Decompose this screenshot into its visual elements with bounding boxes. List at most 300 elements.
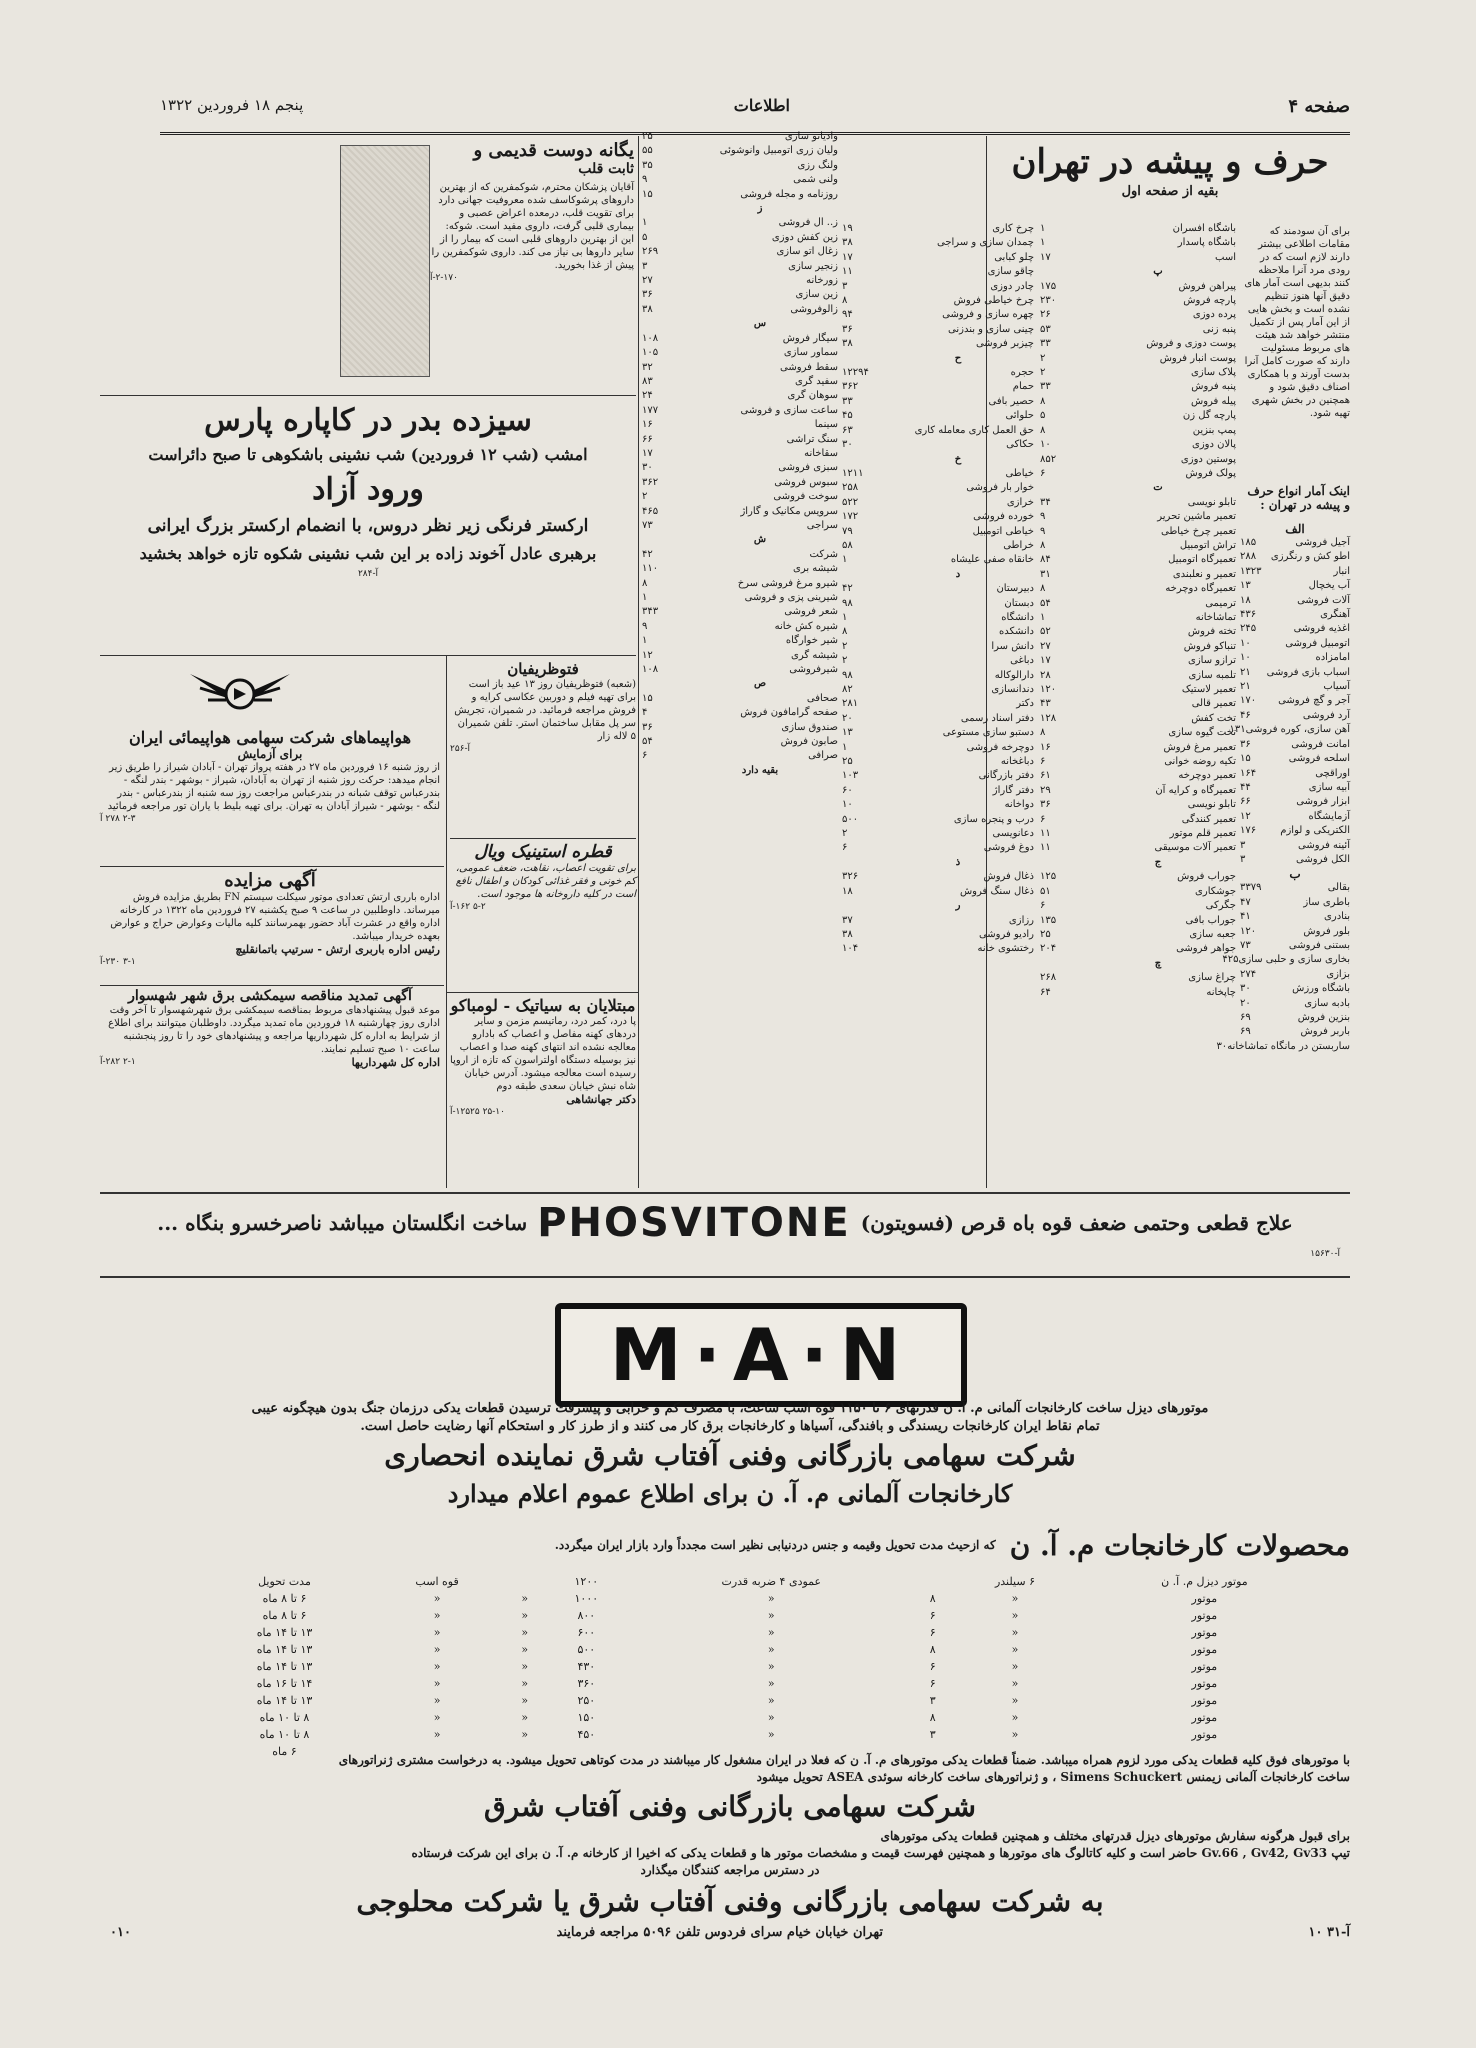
trade-name: شیشه گری [791, 649, 838, 661]
trade-count [916, 899, 956, 913]
trade-count: ۱۳۱ [1229, 724, 1246, 736]
section-rule [100, 655, 636, 656]
trade-list-item [642, 620, 838, 634]
trade-name: الکل فروشی [1296, 853, 1350, 865]
trade-count: ۴۲ [842, 583, 853, 595]
trade-list-item [1222, 953, 1350, 967]
man-products-row [110, 1520, 1350, 1570]
trade-name: بستنی فروشی [1288, 939, 1350, 951]
engine-table-header-cell: موتور دیزل م. آ. ن [1161, 1575, 1248, 1588]
trade-name: سرویس مکانیک و گاراژ [740, 505, 838, 517]
photography-ad [450, 660, 636, 835]
trade-list-item [842, 308, 1034, 322]
trade-name: زین سازی [795, 289, 838, 301]
trade-name: چاپخانه [1206, 986, 1236, 998]
trade-name: س [753, 318, 767, 330]
trade-list-item [1240, 694, 1350, 708]
engine-table-row [200, 1641, 1330, 1658]
trade-list-item [842, 539, 1034, 553]
man-note4: تیپ Gv.66 , Gv42, Gv33 حاضر است و کلیه کاتالوگ های موتورها و همچنین فهرست قیمت و مشخصات موتور ها و قطعات یدکی که اخیرا از کارخانه م. آ. ن برای این شرکت فرستاده [411, 1846, 1350, 1860]
trade-count: ۹ [1040, 511, 1046, 523]
trade-list-item [1040, 611, 1236, 625]
trade-count: ۱۳ [842, 727, 853, 739]
masthead-strip [160, 92, 1350, 135]
paper-name: اطلاعات [733, 96, 790, 115]
tender-ref: ۲-۱ ۲۸۲-آ [100, 1057, 136, 1067]
trade-name: باشگاه افسران [1172, 223, 1236, 234]
trade-count: ۸ [642, 577, 648, 589]
trade-list-item [842, 741, 1034, 755]
trade-list-item [842, 697, 1034, 711]
trade-name: آب یخچال [1308, 580, 1350, 592]
trade-list-item [642, 562, 838, 576]
trade-name: ذغال سنگ فروش [959, 885, 1034, 897]
engine-table-cell: « [433, 1677, 441, 1690]
trade-name: سقط فروشی [780, 361, 838, 373]
trade-name: آبیه سازی [1308, 781, 1350, 793]
engine-table-cell: « [521, 1592, 529, 1605]
trade-count: ۴۲۵ [1222, 954, 1239, 966]
trade-name: دوچرخه فروشی [966, 741, 1034, 753]
trade-list-item [1229, 723, 1350, 737]
trade-name: صابون فروش [780, 736, 838, 748]
hiraf-headline [990, 140, 1350, 210]
trade-count: ۸۳ [642, 375, 653, 387]
trade-name: تخت گیوه سازی [1168, 727, 1236, 739]
trade-count: ۱۷ [1040, 655, 1051, 667]
trade-name: دستبو سازی مستوعی [942, 727, 1034, 739]
trade-list-item [1240, 939, 1350, 953]
trade-count [915, 352, 955, 366]
trade-count: ۳۷ [842, 914, 853, 926]
trade-count: ۲۹ [1040, 784, 1051, 796]
trade-name: دواخانه [1004, 799, 1034, 811]
trade-list-item [642, 418, 838, 432]
trade-name: شیرینی پزی و فروشی [744, 592, 838, 603]
trade-name: دانش سرا [991, 640, 1034, 652]
trade-name: تعمیر چرخ خیاطی [1161, 525, 1236, 537]
trade-list-item [1240, 752, 1350, 766]
trade-name: چرخ کاری [992, 223, 1034, 234]
trade-name: ساربستن در مانگاه تماشاخانه [1227, 1040, 1350, 1052]
trade-name: بزازی [1326, 968, 1350, 980]
trade-count: ۸۵۲ [1040, 453, 1057, 465]
trade-count [714, 677, 754, 691]
stinick-ref: ۵-۲ ۱۶۲-آ [450, 902, 486, 912]
trade-count: ۶ [1040, 467, 1046, 479]
trade-list-item [842, 899, 1034, 913]
trade-list-item [842, 525, 1034, 539]
auction-ref: ۳-۱ ۲۳۰-آ [100, 957, 136, 967]
engine-table-cell: ۱۴ تا ۱۶ ماه [256, 1677, 313, 1690]
trade-count: ۳۶ [842, 323, 853, 335]
trade-count: ۳۶ [1240, 738, 1251, 750]
trade-count: ۲ [1040, 367, 1046, 379]
trade-list-item [642, 735, 838, 749]
trade-name: سینما [814, 419, 838, 431]
trade-count: ۲۸۱ [842, 698, 859, 710]
sciatica-title: مبتلایان به سیاتیک - لومباکو [450, 996, 636, 1015]
trade-name: آرد فروشی [1302, 709, 1350, 721]
trade-count: ۴۶ [1240, 709, 1251, 721]
trade-name: پارچه فروش [1183, 295, 1236, 307]
man-line3: کارخانجات آلمانی م. آ. ن برای اطلاع عموم اعلام میدارد [447, 1479, 1013, 1508]
engine-table-cell: « [433, 1592, 441, 1605]
engine-table-header-cell: قوه اسب [415, 1575, 459, 1588]
trade-count: ۳ [642, 260, 648, 272]
trade-count: ۱ [1040, 237, 1046, 249]
trade-list-item [1040, 380, 1236, 394]
engine-table-header-cell: ۶ سیلندر [994, 1575, 1035, 1588]
trade-count: ۱۰۸ [642, 664, 659, 676]
man-company: شرکت سهامی بازرگانی وفنی آفتاب شرق نماینده انحصاری [384, 1439, 1076, 1472]
airline-title: هواپیماهای شرکت سهامی هواپیمائی ایران [128, 728, 412, 747]
trade-name: تعمیر دوچرخه [1178, 770, 1236, 782]
trade-list-item [642, 706, 838, 720]
trade-name: دفتر بازرگانی [978, 770, 1034, 782]
engine-table-cell: ۸ [929, 1643, 936, 1656]
trade-list-item [842, 251, 1034, 265]
airline-wings-icon [180, 660, 300, 728]
trade-count: ۳ [1240, 853, 1246, 865]
engine-table-header-cell: مدت تحویل [258, 1575, 311, 1588]
trade-name: اتومبیل فروشی [1285, 637, 1350, 649]
engine-table-cell: ۶ تا ۸ ماه [262, 1609, 307, 1622]
trade-list-item [842, 352, 1034, 366]
trade-list-item [642, 361, 838, 375]
trade-list-item [642, 749, 838, 763]
trade-count: ۸ [842, 626, 848, 638]
trade-name: رادیو فروشی [978, 928, 1034, 940]
trade-list-item [1040, 525, 1236, 539]
trade-list-item [1040, 654, 1236, 668]
trade-name: چ [1154, 957, 1162, 969]
trade-list-item [1040, 885, 1236, 899]
trade-list-item [842, 625, 1034, 639]
trade-count: ۱۸ [1240, 594, 1251, 606]
trade-count: ۳۴۳ [642, 606, 659, 618]
trade-list-item [1040, 222, 1236, 236]
trade-list-item [1240, 1011, 1350, 1025]
trade-list-item [1240, 637, 1350, 651]
trade-list-item [842, 640, 1034, 654]
trade-name: باشگاه ورزش [1292, 983, 1350, 995]
trade-name: آجر و گچ فروشی [1278, 695, 1350, 707]
trade-name: چیزبر فروشی [975, 338, 1034, 350]
trade-name: پارچه گل زن [1182, 410, 1236, 422]
trade-list-item [642, 476, 838, 490]
stinick-body: برای تقویت اعصاب، نقاهت، ضعف عمومی، کم خونی و فقر غذائی کودکان و اطفال نافع است در کلیه داروخانه ها موجود است. [455, 863, 636, 900]
column-rule [638, 136, 639, 1188]
trade-count: ۱۰ [1240, 652, 1251, 664]
tender-ad [100, 988, 440, 1108]
trade-count: ۱۱۰ [642, 563, 659, 575]
trade-list-item [1040, 928, 1236, 942]
engine-table-cell: ۱۳ تا ۱۴ ماه [256, 1626, 313, 1639]
trade-list-item [642, 404, 838, 418]
engine-table-cell: « [767, 1626, 775, 1639]
auction-ad [100, 870, 440, 980]
trade-count: ۹ [1040, 525, 1046, 537]
trade-name: خوار بار فروشی [966, 482, 1034, 494]
trade-name: دباغخانه [1000, 756, 1034, 768]
engine-table-cell: ۳ [929, 1728, 936, 1741]
trade-count: ۱۷۶ [1240, 825, 1257, 837]
trade-name: تابلو نویسی [1187, 799, 1236, 811]
airline-ad [100, 728, 440, 863]
trade-count: ۸ [1040, 583, 1046, 595]
man-products-sub: که ازحیث مدت تحویل وقیمه و جنس دردنیابی نظیر است مجدداً وارد بازار ایران میگردد. [554, 1538, 996, 1552]
trade-count: ۳۰ [642, 462, 653, 474]
engine-table-cell: « [1011, 1626, 1019, 1639]
man-address: تهران خیابان خیام سرای فردوس تلفن ۵۰۹۶ مراجعه فرمایند [556, 1925, 883, 1940]
trade-list-item [842, 813, 1034, 827]
trade-name: شیرو مرغ فروشی سرخ [737, 577, 838, 589]
engine-table-cell: ۸ [929, 1711, 936, 1724]
engine-table-cell: ۱۵۰ [577, 1711, 596, 1724]
trade-count: ۳۵ [642, 159, 653, 171]
trade-count: ۹۴ [842, 309, 853, 321]
trade-name: خیاطی اتومبیل [972, 525, 1034, 537]
trade-count: ۱۵ [642, 188, 653, 200]
trade-name: پلاک سازی [1191, 367, 1236, 379]
trade-name: صحافی [806, 692, 838, 704]
trade-name: سبوس فروشی [774, 476, 838, 488]
engine-table-cell: « [767, 1711, 775, 1724]
trade-name: الکتریکی و لوازم [1280, 825, 1350, 837]
trade-list-item [1240, 579, 1350, 593]
trade-count: ۳۰ [1216, 1040, 1228, 1052]
trade-name: چینی سازی و بندزنی [948, 323, 1034, 335]
engine-table-cell: « [1011, 1677, 1019, 1690]
section-rule [450, 838, 636, 839]
hiraf-title: حرف و پیشه در تهران [1011, 142, 1329, 182]
engine-table-cell: موتور [1191, 1694, 1218, 1707]
trade-count: ۳۶۲ [642, 476, 659, 488]
trade-name: زغال اتو سازی [776, 246, 838, 258]
trade-count: ۱۰ [1040, 439, 1051, 451]
trade-count: ۲ [842, 640, 848, 652]
trade-count: ۱۱ [1040, 828, 1051, 840]
trade-list-item [642, 288, 838, 302]
trade-count: ۸ [1040, 539, 1046, 551]
trade-list-item [1040, 769, 1236, 783]
engine-table-cell: موتور [1191, 1711, 1218, 1724]
yegane-title: یگانه دوست قدیمی و [473, 140, 634, 161]
trade-list-item [1040, 294, 1236, 308]
trade-name: د [955, 568, 961, 580]
section-rule [446, 992, 638, 993]
trade-count: ۴۳۶ [1240, 609, 1257, 621]
engine-table-cell: « [767, 1643, 775, 1656]
trade-list-e [642, 130, 838, 778]
man-line1: موتورهای دیزل ساخت کارخانجات آلمانی م. آ. ن قدرتهای ۶ تا ۱۱۵۰ قوه اسب ساعت، با مصرف کم و خرابی و پیشرفت ترسیدن قطعات یدکی درزمان جنگ بدون هیچگونه عیبی [251, 1401, 1209, 1416]
trade-count: ۱۶ [642, 419, 653, 431]
page-number: صفحه ۴ [1288, 96, 1350, 117]
trade-count: ۲۰ [842, 712, 853, 724]
trade-count: ۲۴ [642, 390, 653, 402]
sizdeh-line4: برهبری عادل آخوند زاده بر این شب نشینی شکوه تازه خواهد بخشید [139, 544, 597, 563]
trade-name: دکتر [1016, 698, 1034, 710]
trade-list-item [1240, 896, 1350, 910]
trade-count: ۱۶ [1040, 741, 1051, 753]
trade-count: ۲ [1040, 352, 1046, 364]
engine-table-cell: « [767, 1694, 775, 1707]
trade-list-item [1240, 738, 1350, 752]
engine-table-cell: « [767, 1728, 775, 1741]
trade-list-item [642, 202, 838, 216]
trade-list-item [1040, 712, 1236, 726]
trade-count: ۵۲ [1040, 626, 1051, 638]
engine-table-row [200, 1658, 1330, 1675]
trade-name: دبیرستان [996, 583, 1034, 595]
trade-name: دانشگاه [1001, 611, 1034, 623]
trade-count: ۳۶ [642, 289, 653, 301]
trade-count: ۳۳۷۹ [1240, 882, 1262, 894]
man-company2: شرکت سهامی بازرگانی وفنی آفتاب شرق [484, 1790, 976, 1823]
trade-list-item [642, 764, 838, 778]
trade-count: ۱ [842, 741, 848, 753]
trade-count: ۵۱ [1040, 885, 1051, 897]
trade-count: ۱ [642, 217, 648, 229]
trade-name: پوست انبار فروش [1159, 352, 1236, 364]
trade-name: دارالوکاله [994, 669, 1034, 681]
trade-list-item [1040, 582, 1236, 596]
trade-count: ۳ [842, 280, 848, 292]
trade-name: ش [753, 534, 767, 546]
engine-table-row [200, 1607, 1330, 1624]
trade-name: تراش اتومبیل [1179, 539, 1236, 551]
trade-list-item [1040, 352, 1236, 366]
engine-table-cell: « [433, 1660, 441, 1673]
trade-list-item [642, 159, 838, 173]
trade-list-item [642, 130, 838, 144]
trade-name: بخاری سازی و حلبی سازی [1238, 954, 1350, 966]
engine-table-cell: « [521, 1677, 529, 1690]
trade-count: ۱۲۵ [1040, 871, 1057, 883]
trade-count: ۱ [842, 611, 848, 623]
trade-name: امانت فروشی [1291, 738, 1350, 750]
sciatica-sign: دکتر جهانشاهی [566, 1093, 636, 1106]
trade-list-item [642, 346, 838, 360]
trade-list-item [842, 611, 1034, 625]
trade-count: ۱۸۵ [1240, 537, 1257, 548]
trade-list-item [1240, 709, 1350, 723]
trade-name: تعمیرگاه و کرایه آن [1155, 784, 1236, 796]
trade-list-item [1040, 280, 1236, 294]
trade-name: جعبه سازی [1189, 928, 1236, 940]
trade-name: دباغی [1010, 655, 1034, 667]
trade-list-item [1040, 957, 1236, 971]
trade-name: سفید گری [795, 375, 838, 387]
engine-table-cell: « [767, 1592, 775, 1605]
trade-name: خ [954, 453, 962, 465]
trade-name: تخت کفش [1191, 712, 1236, 724]
man-note5: در دسترس مراجعه کنندگان میگذارد [640, 1863, 820, 1877]
trade-count: ۴۳ [1040, 698, 1051, 710]
trade-name: حکاکی [1006, 439, 1034, 451]
airline-body: از روز شنبه ۱۶ فروردین ماه ۲۷ در هفته پرواز تهران - آبادان شیراز را طریق زیر انجام میدهد: حرکت روز شنبه از تهران به آبادان، شیراز - بوشهر - بندر لنگه - بندرعباس توقف شبانه در بندرعباس مراجعت روز سه شنبه از بندرعباس - بندر لنگه - بوشهر - شیراز آبادان به تهران. برای تهیه بلیط با یاران تور مراجعه فرمائید [107, 762, 440, 812]
trade-count: ۱۷ [1040, 251, 1051, 263]
trade-count [1115, 856, 1155, 870]
trade-name: خانقاه صفی علیشاه [950, 554, 1034, 566]
trade-count: ۶۰ [842, 784, 853, 796]
trade-list-item [842, 654, 1034, 668]
trade-name: سقاخانه [804, 447, 838, 459]
trade-count: ۱۷۵ [1040, 280, 1057, 292]
trade-count: ۱۳۵ [1040, 914, 1057, 926]
column-rule [446, 656, 447, 1188]
engine-table-cell: « [1011, 1711, 1019, 1724]
trade-count: ۴۵ [842, 410, 853, 422]
trade-name: ولیان زری اتومبیل وانوشوئی [719, 145, 838, 157]
trade-name: باطری ساز [1303, 896, 1350, 908]
trade-count: ۲۴۵ [1240, 623, 1257, 635]
engine-table-cell: « [521, 1643, 529, 1656]
trade-list-item [1240, 968, 1350, 982]
trade-count: ۶۱ [1040, 770, 1051, 782]
engine-table-cell: « [767, 1660, 775, 1673]
engine-table-cell: ۱۳ تا ۱۴ ماه [256, 1660, 313, 1673]
engine-table-cell: « [1011, 1728, 1019, 1741]
trade-list-item [1240, 565, 1350, 579]
trade-count [1113, 265, 1153, 279]
trade-name: آزمایشگاه [1308, 810, 1350, 822]
trade-list-item [842, 841, 1034, 855]
engine-table-cell: موتور [1191, 1660, 1218, 1673]
engine-table-cell: ۳ [929, 1694, 936, 1707]
trade-name: تعمیر ماشین تحریر [1157, 511, 1236, 523]
engine-table-cell: « [1011, 1694, 1019, 1707]
sizdeh-ad [100, 400, 636, 650]
trade-list-item [842, 510, 1034, 524]
trade-list-item [642, 317, 838, 331]
engine-table-cell: « [1011, 1609, 1019, 1622]
trade-count: ۶۹ [1240, 1012, 1251, 1023]
airline-ref: ۲-۳ ۲۷۸ آ [100, 814, 136, 824]
engine-table-cell: موتور [1191, 1677, 1218, 1690]
trade-name: درب و پنجره سازی [953, 813, 1034, 825]
trade-list-item [1040, 308, 1236, 322]
trade-list-item [1040, 813, 1236, 827]
trade-list-item [842, 568, 1034, 582]
trade-list-item [1040, 539, 1236, 553]
trade-count: ۱۰ [842, 799, 853, 811]
trade-name: دندانسازی [991, 684, 1034, 695]
trade-list-item [842, 323, 1034, 337]
trade-count: ۲۷۴ [1240, 968, 1257, 980]
trade-list-item [842, 280, 1034, 294]
trade-name: تعمیر قلم موتور [1169, 828, 1236, 840]
trade-name: حمام [1012, 381, 1034, 393]
trade-count: ۳ [1240, 839, 1246, 851]
trade-name: پیراهن فروش [1178, 280, 1236, 292]
trade-name: چراغ سازی [1188, 972, 1236, 984]
trade-name: آئینه فروشی [1298, 839, 1350, 851]
trade-count: ۲۵۸ [842, 482, 859, 494]
trade-name: تخته فروش [1187, 626, 1236, 638]
engine-table-cell: موتور [1191, 1609, 1218, 1622]
trade-list-item [1040, 438, 1236, 452]
trade-list-item [842, 409, 1034, 423]
trade-count: ۲۶۸ [1040, 972, 1057, 984]
trade-count: ۲۱ [1240, 666, 1251, 678]
trade-list-item [1040, 337, 1236, 351]
trade-list-item [642, 173, 838, 187]
man-products: محصولات کارخانجات م. آ. ن [1009, 1528, 1350, 1562]
trade-list-item [642, 677, 838, 691]
engine-table-cell: « [433, 1711, 441, 1724]
